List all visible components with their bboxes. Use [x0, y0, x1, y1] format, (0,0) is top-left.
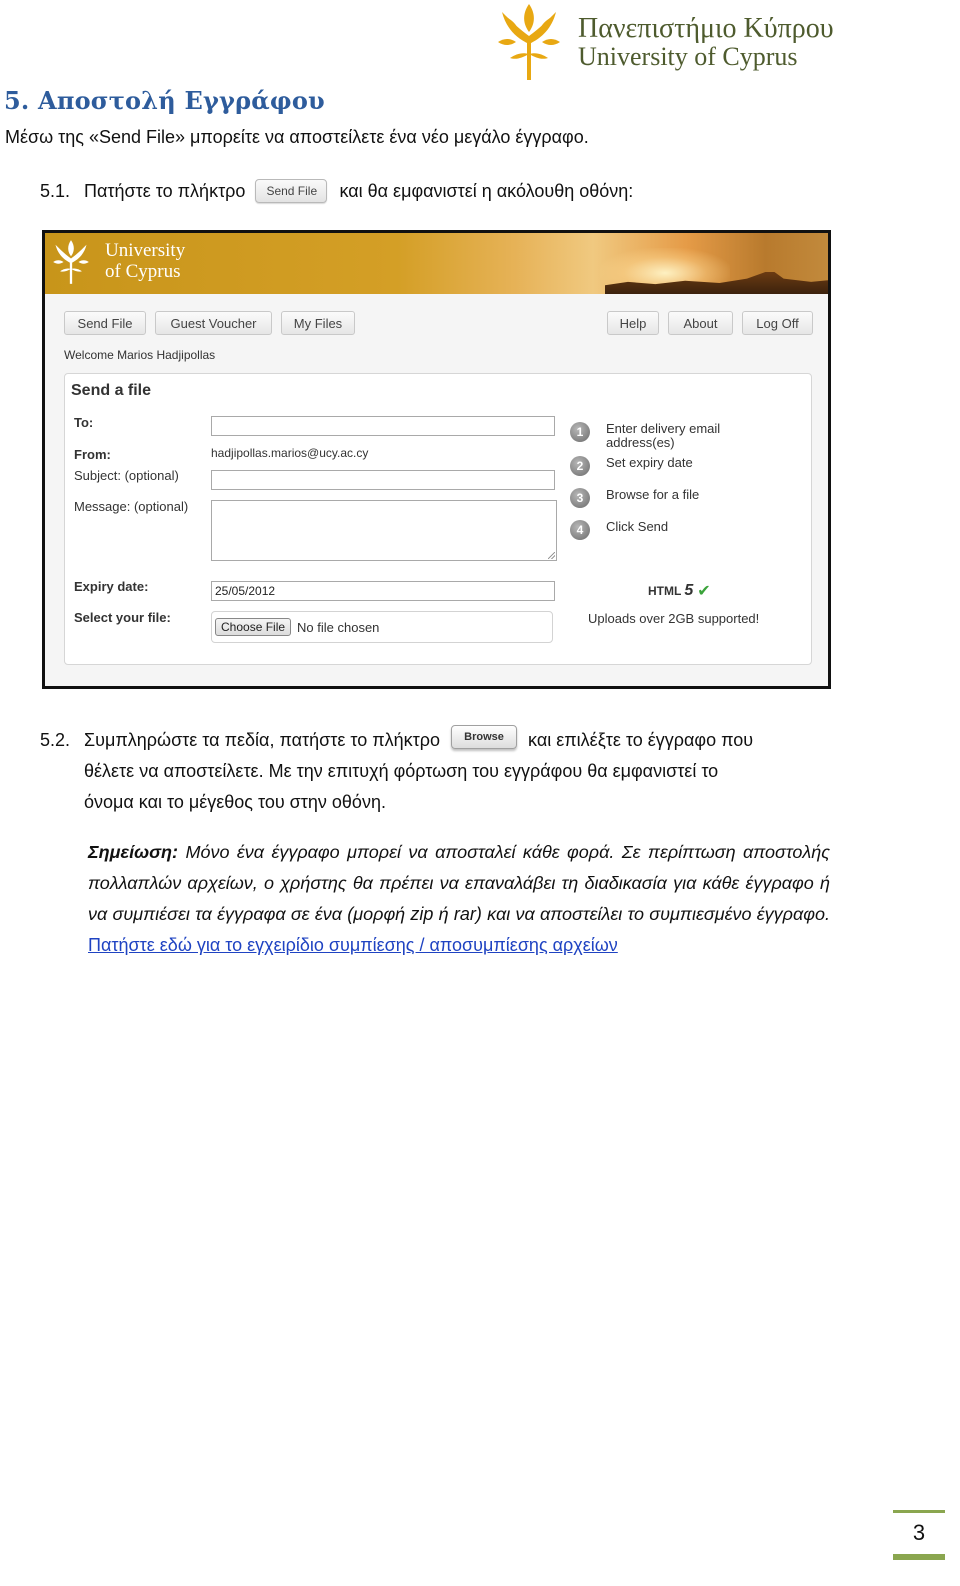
expiry-label: Expiry date: — [74, 579, 149, 594]
subject-input[interactable] — [211, 470, 555, 490]
step-text: Enter delivery email address(es) — [606, 421, 721, 450]
instruction-step — [570, 520, 746, 540]
select-file-label: Select your file: — [74, 610, 171, 625]
from-email: hadjipollas.marios@ucy.ac.cy — [211, 446, 369, 460]
step-number: 5.2. — [40, 730, 71, 750]
university-logo — [496, 0, 840, 84]
nav-help-button[interactable]: Help — [607, 311, 659, 335]
note-label: Σημείωση: — [88, 842, 179, 862]
expiry-input[interactable]: 25/05/2012 — [211, 581, 555, 601]
no-file-text: No file chosen — [297, 619, 380, 635]
to-input[interactable] — [211, 416, 555, 436]
note-paragraph — [88, 837, 830, 961]
html5-badge — [648, 581, 711, 601]
screenshot-banner — [45, 233, 828, 294]
logo-greek-name: Πανεπιστήμιο Κύπρου — [578, 12, 834, 44]
message-label: Message: (optional) — [74, 499, 189, 514]
screenshot-logo-line1: University — [105, 240, 186, 262]
step-text-after: και θα εμφανιστεί η ακόλουθη οθόνη: — [339, 180, 634, 201]
step-text-line3: όνομα και το μέγεθος του στην οθόνη. — [84, 792, 386, 812]
logo-english-name: University of Cyprus — [578, 42, 798, 72]
nav-log-off-button[interactable]: Log Off — [742, 311, 813, 335]
step-text-before: Συμπληρώστε τα πεδία, πατήστε το πλήκτρο — [84, 730, 441, 750]
instruction-step — [570, 456, 746, 476]
send-file-panel — [64, 373, 812, 665]
step-circle: 4 — [570, 520, 590, 540]
carob-tree-logo-icon — [496, 2, 562, 82]
compression-manual-link[interactable]: Πατήστε εδώ για το εγχειρίδιο συμπίεσης / αποσυμπίεσης αρχείων — [88, 935, 618, 955]
uploads-note: Uploads over 2GB supported! — [588, 611, 760, 626]
choose-file-button[interactable]: Choose File — [215, 618, 291, 636]
screenshot-logo — [51, 239, 185, 285]
send-file-screenshot — [42, 230, 831, 689]
step-circle: 3 — [570, 488, 590, 508]
send-file-button-image: Send File — [255, 179, 327, 203]
carob-tree-icon — [51, 239, 91, 285]
section-heading: 5. Αποστολή Εγγράφου — [4, 86, 325, 115]
file-picker — [211, 611, 553, 643]
nav-guest-voucher-button[interactable]: Guest Voucher — [155, 311, 272, 335]
checkmark-icon: ✔ — [697, 583, 711, 600]
instruction-step — [570, 422, 746, 450]
step-circle: 1 — [570, 422, 590, 442]
nav-my-files-button[interactable]: My Files — [281, 311, 355, 335]
message-textarea[interactable] — [211, 500, 557, 561]
step-5-2 — [40, 725, 840, 818]
note-text: Μόνο ένα έγγραφο μπορεί να αποσταλεί κάθε φορά. Σε περίπτωση αποστολής πολλαπλών αρχείων, ο χρήστης θα πρέπει να επαναλάβει τη διαδικασία για κάθε έγγραφο ή να συμπιέσει τα έγγραφα σε ένα (μορφή zip ή rar) και να αποστείλει το συμπιεσμένο έγγραφο. — [88, 842, 830, 924]
screenshot-body — [45, 294, 828, 689]
step-text: Set expiry date — [606, 455, 693, 470]
instruction-step — [570, 488, 746, 508]
panel-title: Send a file — [71, 382, 152, 399]
welcome-text: Welcome Marios Hadjipollas — [64, 348, 216, 362]
from-label: From: — [74, 447, 111, 462]
section-intro: Μέσω της «Send File» μπορείτε να αποστείλετε ένα νέο μεγάλο έγγραφο. — [5, 127, 589, 147]
page-number: 3 — [893, 1510, 945, 1560]
html5-number: 5 — [684, 582, 694, 599]
step-text-line2: θέλετε να αποστείλετε. Με την επιτυχή φόρτωση του εγγράφου θα εμφανιστεί το — [84, 761, 719, 781]
screenshot-logo-line2: of Cyprus — [105, 261, 181, 282]
subject-label: Subject: (optional) — [74, 468, 179, 483]
nav-about-button[interactable]: About — [668, 311, 733, 335]
nav-send-file-button[interactable]: Send File — [64, 311, 146, 335]
step-text: Click Send — [606, 519, 669, 534]
html5-label: HTML — [648, 584, 682, 598]
step-circle: 2 — [570, 456, 590, 476]
step-text: Browse for a file — [606, 487, 700, 502]
to-label: To: — [74, 415, 94, 430]
step-number: 5.1. — [40, 180, 71, 201]
browse-button-image: Browse — [451, 725, 517, 749]
step-text-before: Πατήστε το πλήκτρο — [84, 180, 246, 201]
step-5-1 — [40, 179, 633, 203]
step-text-after: και επιλέξτε το έγγραφο που — [528, 730, 754, 750]
